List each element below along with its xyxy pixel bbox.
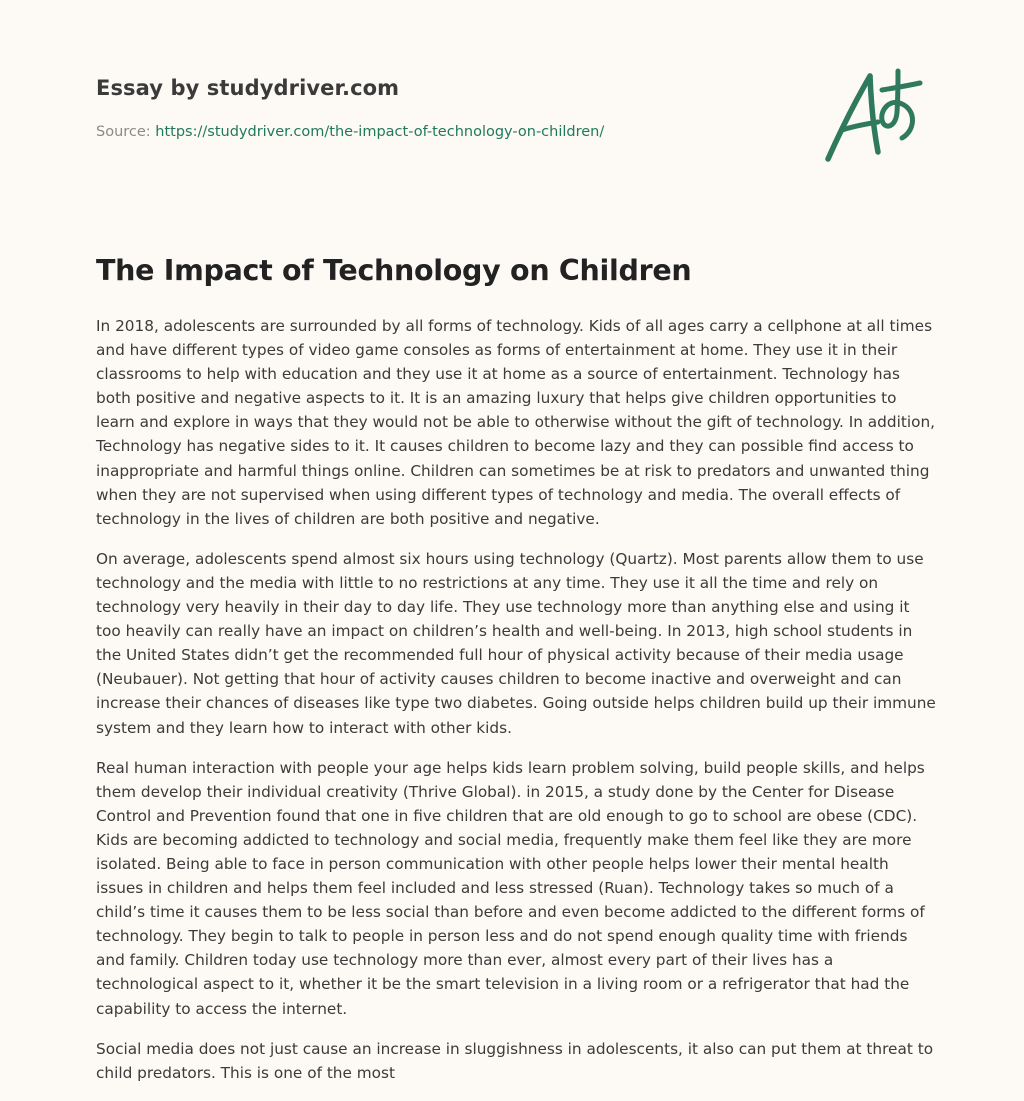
source-link[interactable]: https://studydriver.com/the-impact-of-technology-on-children/: [155, 124, 605, 140]
essay-paragraph: Real human interaction with people your age helps kids learn problem solving, build people skills, and helps them develop their individual creativity (Thrive Global). in 2015, a study done by the Center for Disease Control and Prevention found that one in five children that are old enough to go to school are obese (CDC). Kids are becoming addicted to technology and social media, frequently make them feel like they are more isolated. Being able to face in person communication with other people helps lower their mental health issues in children and helps them feel included and less stressed (Ruan). Technology takes so much of a child’s time it causes them to be less social than before and even become addicted to the different forms of technology. They begin to talk to people in person less and do not spend enough quality time with friends and family. Children today use technology more than ever, almost every part of their lives has a technological aspect to it, whether it be the smart television in a living room or a refrigerator that had the capability to access the internet.: [96, 758, 925, 1018]
essay-body: [96, 314, 936, 1101]
source-line: [96, 124, 604, 140]
essay-paragraph: In 2018, adolescents are surrounded by all forms of technology. Kids of all ages carry a cellphone at all times and have different types of video game consoles as forms of entertainment at home. They use it in their classrooms to help with education and they use it at home as a source of entertainment. Technology has both positive and negative aspects to it. It is an amazing luxury that helps give children opportunities to learn and explore in ways that they would not be able to otherwise without the gift of technology. In addition, Technology has negative sides to it. It causes children to become lazy and they can possible find access to inappropriate and harmful things online. Children can sometimes be at risk to predators and unwanted thing when they are not supervised when using different types of technology and media. The overall effects of technology in the lives of children are both positive and negative.: [96, 317, 936, 528]
essay-paragraph: Social media does not just cause an increase in sluggishness in adolescents, it also can put them at threat to child predators. This is one of the most: [96, 1039, 934, 1082]
essay-paragraph: On average, adolescents spend almost six hours using technology (Quartz). Most parents allow them to use technology and the media with little to no restrictions at any time. They use it all the time and rely on technology very heavily in their day to day life. They use technology more than anything else and using it too heavily can really have an impact on children’s health and well-being. In 2013, high school students in the United States didn’t get the recommended full hour of physical activity because of their media usage (Neubauer). Not getting that hour of activity causes children to become inactive and overweight and can increase their chances of diseases like type two diabetes. Going outside helps children build up their immune system and they learn how to interact with other kids.: [96, 549, 936, 737]
a-plus-logo-icon: [818, 66, 930, 166]
essay-title: The Impact of Technology on Children: [96, 254, 692, 287]
source-label: Source:: [96, 124, 151, 140]
site-title: Essay by studydriver.com: [96, 76, 400, 100]
